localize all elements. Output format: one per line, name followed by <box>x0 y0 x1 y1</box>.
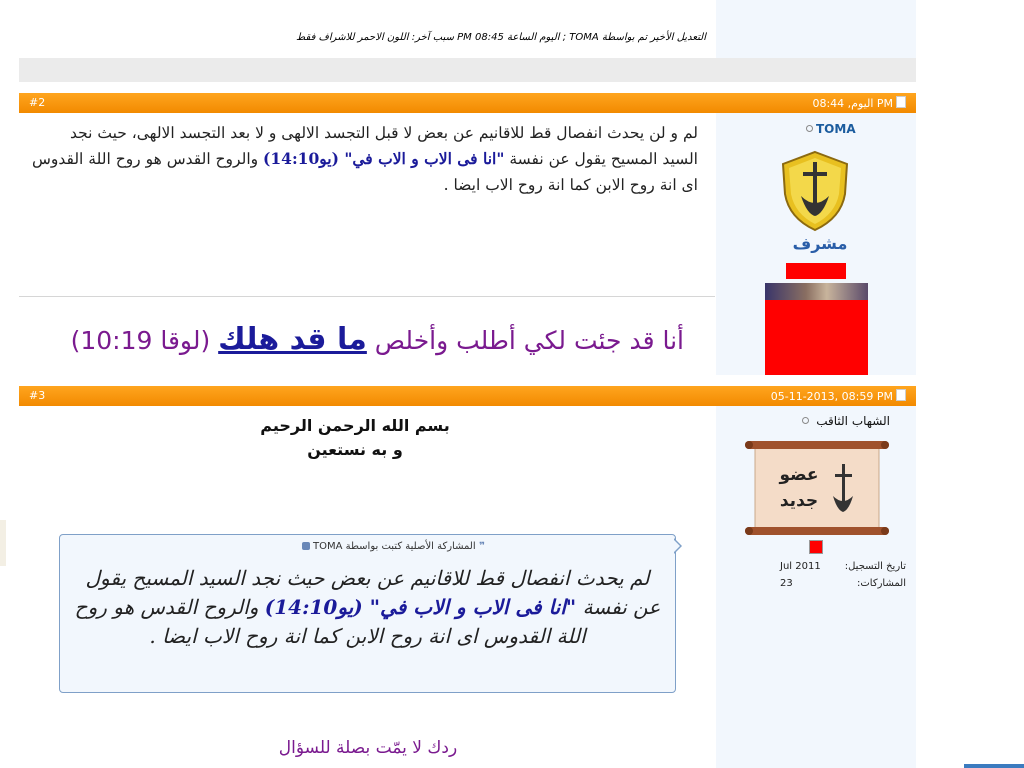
signature-text: أنا قد جئت لكي أطلب وأخلص <box>366 326 684 355</box>
scripture-quote: "انا فى الاب و الاب في" (يو14:10) <box>264 595 577 619</box>
quote-arrow-inner <box>673 539 680 553</box>
rank-badge <box>786 263 846 279</box>
avatar[interactable] <box>765 283 868 301</box>
quote-header-text: المشاركة الأصلية كتبت بواسطة <box>342 541 476 552</box>
post-text: لم و لن يحدث انفصال قط للاقانيم عن بعض لا قبل التجسد الالهى و لا بعد التجسد الالهى، حيث نجد السيد المسيح يقول عن نفسة <box>69 124 698 168</box>
username[interactable] <box>806 122 906 136</box>
offline-status-icon <box>802 417 809 424</box>
post-icon <box>896 389 906 401</box>
join-date-value: Jul 2011 <box>780 561 821 572</box>
post-date-text: 05-11-2013, 08:59 PM <box>770 390 893 403</box>
post-date-text: اليوم, 08:44 PM <box>812 97 893 110</box>
quote-icon: ❞ <box>475 541 485 552</box>
corner-accent <box>964 764 1024 768</box>
edit-note: التعديل الأخير تم بواسطة TOMA ; اليوم الساعة 08:45 PM سبب آخر: اللون الاحمر للاشراف فقط <box>296 32 706 43</box>
post-date <box>771 389 906 403</box>
post-header <box>19 386 916 406</box>
scroll-text: جديد <box>779 491 819 511</box>
page-edge-decoration <box>0 520 6 566</box>
scripture-quote: "انا فى الاب و الاب في" (يو14:10) <box>263 149 505 168</box>
post-header <box>19 93 916 113</box>
post-opening <box>250 414 460 462</box>
post-text: والروح القدس هو روح اللة القدوس اى انة روح الابن كما انة روح الاب ايضا . <box>31 150 698 194</box>
view-post-icon[interactable] <box>302 542 310 550</box>
join-date <box>730 561 906 572</box>
post-separator <box>19 58 916 82</box>
username-text[interactable]: الشهاب الثاقب <box>816 414 890 428</box>
user-rank: مشرف <box>792 234 848 253</box>
quote-text-part: لم يحدث انفصال قط للاقانيم عن بعض حيث نجد السيد المسيح يقول عن نفسة <box>85 566 661 619</box>
offline-status-icon <box>806 125 813 132</box>
quote-header <box>200 541 485 552</box>
post-count-label: المشاركات: <box>857 578 906 589</box>
rank-scroll-icon <box>745 440 889 538</box>
previous-post-sidebar <box>716 0 916 58</box>
user-signature <box>40 322 684 357</box>
username-text[interactable]: TOMA <box>816 122 856 136</box>
opening-line: و به نستعين <box>307 440 403 459</box>
post-number-link[interactable]: #2 <box>29 96 46 109</box>
username[interactable] <box>760 414 890 428</box>
post-count <box>730 578 906 589</box>
quote-text-part: والروح القدس هو روح اللة القدوس اى انة روح الابن كما انة روح الاب ايضا . <box>74 595 586 648</box>
opening-line: بسم الله الرحمن الرحيم <box>260 416 450 435</box>
post-message <box>30 120 698 198</box>
moderator-shield-icon <box>779 150 851 232</box>
post-number-link[interactable]: #3 <box>29 389 46 402</box>
rank-badge <box>809 540 823 554</box>
signature-divider <box>19 296 715 297</box>
post-date <box>812 96 906 110</box>
post-count-value: 23 <box>780 578 793 589</box>
previous-post-content <box>19 0 715 58</box>
signature-reference: (لوقا 10:19) <box>70 326 219 355</box>
join-date-label: تاريخ التسجيل: <box>844 561 906 572</box>
user-signature: ردك لا يمّت بصلة للسؤال <box>278 738 458 758</box>
avatar-overlay <box>765 300 868 375</box>
post-icon <box>896 96 906 108</box>
quote-text <box>70 564 665 651</box>
quote-author: TOMA <box>312 541 343 552</box>
signature-highlight: ما قد هلك <box>218 322 367 357</box>
scroll-text: عضو <box>779 465 819 485</box>
